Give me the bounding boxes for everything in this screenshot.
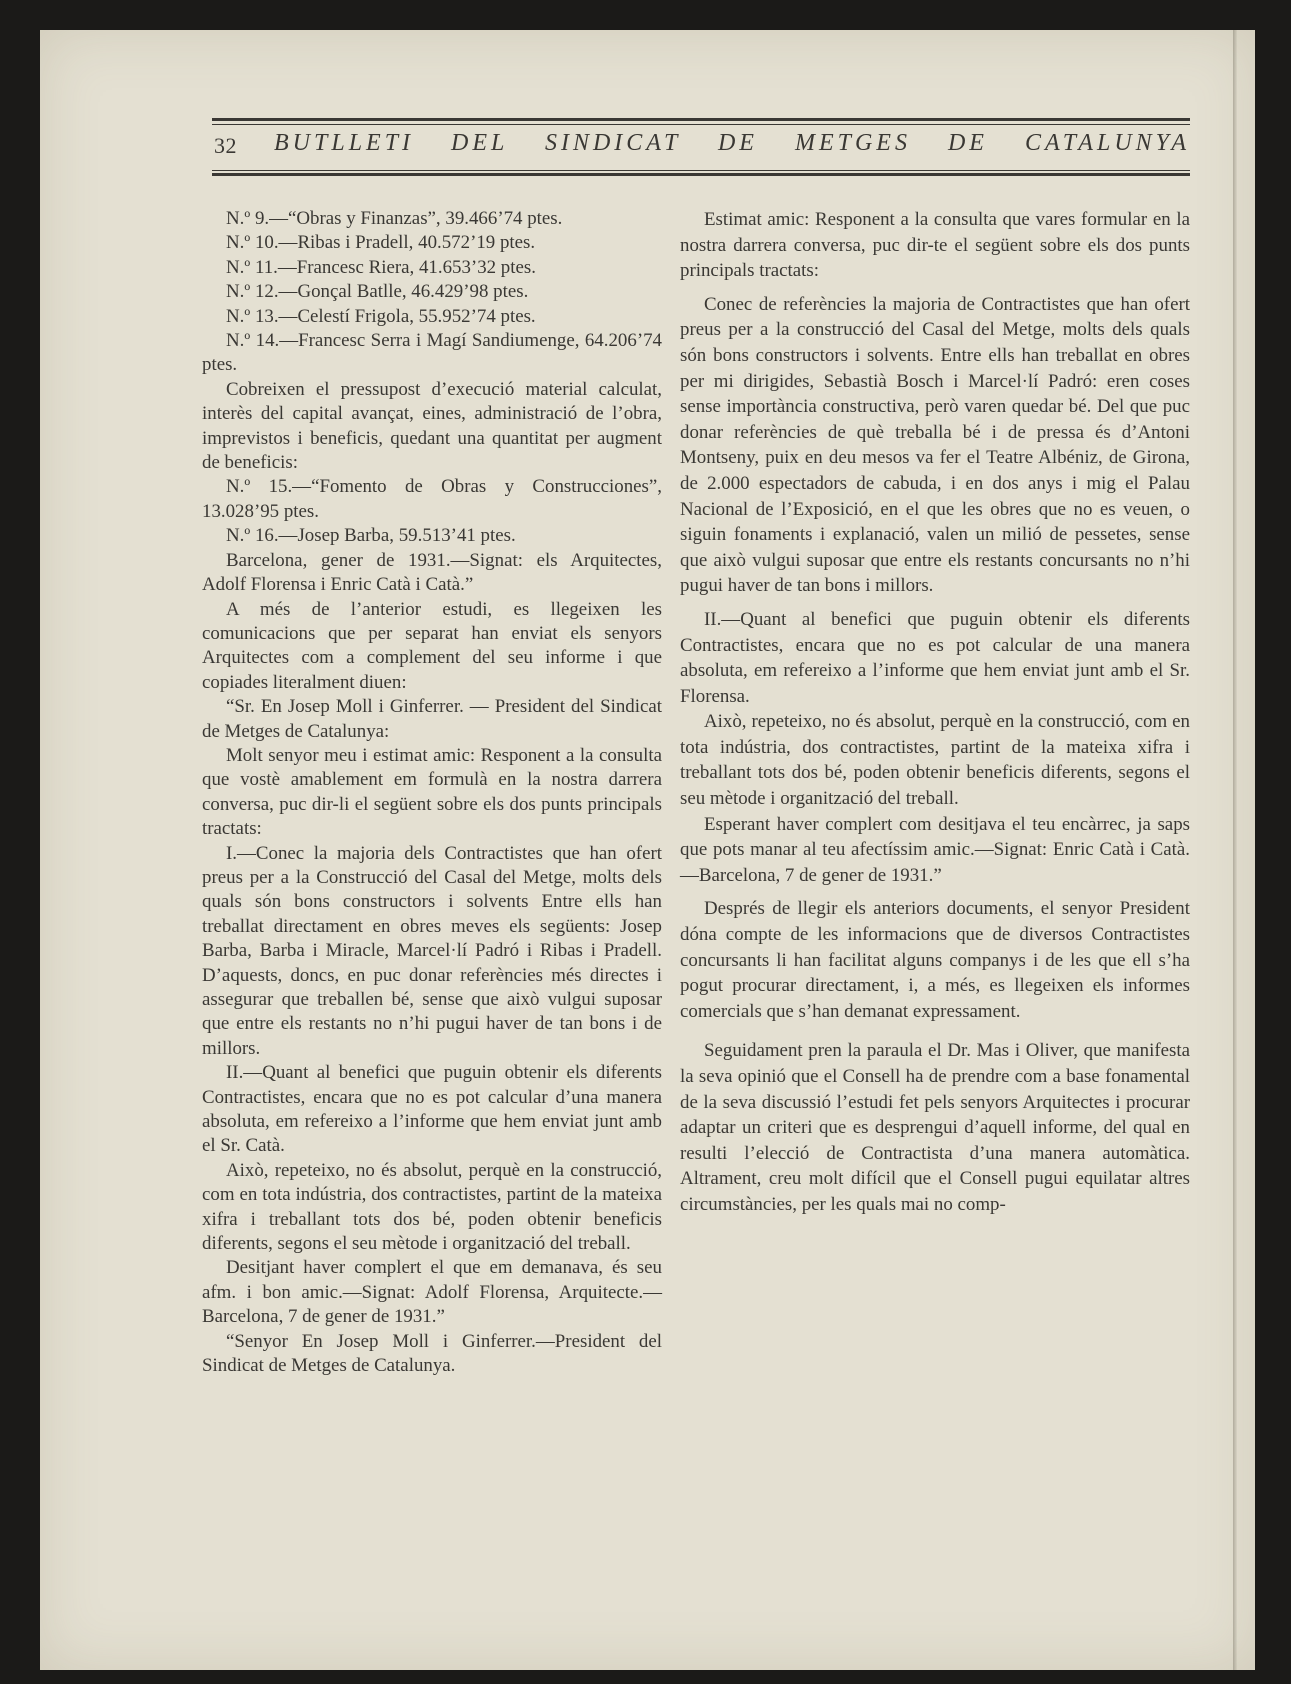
header-rule-bottom-thin xyxy=(212,170,1190,171)
right-paragraph: Esperant haver complert com desitjava el teu encàrrec, ja saps que pots manar al teu afectíssim amic.—Signat: Enric Catà i Catà.—Barcelona, 7 de gener de 1931.” xyxy=(680,813,1190,886)
left-paragraph: Barcelona, gener de 1931.—Signat: els Arquitectes, Adolf Florensa i Enric Catà i Catà.” xyxy=(202,549,662,596)
right-paragraph: Conec de referències la majoria de Contractistes que han ofert preus per a la construcció del Casal del Metge, molts dels quals són bons constructors i solvents. Entre ells han treballat en obres per mi dirigides, Sebastià Bosch i Marcel·lí Padró: eren coses sense importància constructiva, però varen quedar bé. Del que puc donar referències de què treballa bé i de pressa és d’Antoni Montseny, puix en deu mesos va fer el Teatre Albéniz, de Girona, de 2.000 espectadors de cabuda, i en dos anys i mig el Palau Nacional de l’Exposició, en el que les obres que no es veuen, o siguin fonaments i explanació, valen un milió de pessetes, sense que això vulgui suposar que entre els restants concursants no n’hi pugui haver de tan bons i millors. xyxy=(680,293,1190,597)
left-paragraph: N.º 10.—Ribas i Pradell, 40.572’19 ptes. xyxy=(226,232,536,254)
left-paragraph: Desitjant haver complert el que em demanava, és seu afm. i bon amic.—Signat: Adolf Florensa, Arquitecte.—Barcelona, 7 de gener de 1931.” xyxy=(202,1257,662,1328)
left-paragraph: N.º 16.—Josep Barba, 59.513’41 ptes. xyxy=(226,525,516,547)
left-paragraph: N.º 11.—Francesc Riera, 41.653’32 ptes. xyxy=(226,256,536,278)
document-page xyxy=(40,30,1255,1670)
left-paragraph: Això, repeteixo, no és absolut, perquè en la construcció, com en tota indústria, dos contractistes, partint de la mateixa xifra i treballant tots dos bé, poden obtenir beneficis diferents, segons el seu mètode i organització del treball. xyxy=(202,1159,662,1255)
header-rule-top-thick xyxy=(212,118,1190,121)
right-paragraph: Això, repeteixo, no és absolut, perquè en la construcció, com en tota indústria, dos contractistes, partint de la mateixa xifra i treballant tots dos bé, poden obtenir beneficis diferents, segons el seu mètode i organització del treball. xyxy=(680,711,1190,810)
left-paragraph: “Senyor En Josep Moll i Ginferrer.—President del Sindicat de Metges de Catalunya. xyxy=(202,1330,662,1377)
left-paragraph: II.—Quant al benefici que puguin obtenir els diferents Contractistes, encara que no es pot calcular d’una manera absoluta, em refereixo a l’informe que hem enviat junt amb el Sr. Catà. xyxy=(202,1062,662,1157)
header-rule-bottom-thick xyxy=(212,173,1190,176)
journal-title: BUTLLETI DEL SINDICAT DE METGES DE CATALUNYA xyxy=(274,130,1190,156)
right-paragraph: Després de llegir els anteriors documents, el senyor President dóna compte de les informacions que de diversos Contractistes concursants li han facilitat alguns companys i de les que ell s’ha pogut procurar directament, i, a més, es llegeixen els informes comercials que s’han demanat expressament. xyxy=(680,898,1190,1022)
left-paragraph: N.º 12.—Gonçal Batlle, 46.429’98 ptes. xyxy=(226,281,529,303)
left-paragraph: N.º 14.—Francesc Serra i Magí Sandiumenge, 64.206’74 ptes. xyxy=(202,330,662,376)
left-paragraph: Molt senyor meu i estimat amic: Responent a la consulta que vostè amablement em formulà en la nostra darrera conversa, puc dir-li el següent sobre els dos punts principals tractats: xyxy=(202,744,662,840)
left-paragraph: Cobreixen el pressupost d’execució material calculat, interès del capital avançat, eines, administració de l’obra, imprevistos i beneficis, quedant una quantitat per augment de beneficis: xyxy=(202,378,662,474)
right-paragraph: Estimat amic: Responent a la consulta que vares formular en la nostra darrera conversa, puc dir-te el següent sobre els dos punts principals tractats: xyxy=(680,209,1190,282)
left-paragraph: N.º 15.—“Fomento de Obras y Construcciones”, 13.028’95 ptes. xyxy=(202,476,662,522)
page-number: 32 xyxy=(214,133,237,158)
right-column xyxy=(680,207,1190,1218)
left-column xyxy=(202,207,662,1379)
left-paragraph: N.º 13.—Celestí Frigola, 55.952’74 ptes. xyxy=(226,305,536,327)
right-paragraph: II.—Quant al benefici que puguin obtenir els diferents Contractistes, encara que no es pot calcular de una manera absoluta, em refereixo a l’informe que hem enviat junt amb el Sr. Florensa. xyxy=(680,608,1190,707)
left-paragraph: A més de l’anterior estudi, es llegeixen les comunicacions que per separat han enviat els senyors Arquitectes com a complement del seu informe i que copiades literalment diuen: xyxy=(202,598,662,693)
page-fold-shadow xyxy=(1233,30,1237,1670)
running-header xyxy=(212,118,1190,178)
left-paragraph: I.—Conec la majoria dels Contractistes que han ofert preus per a la Construcció del Casal del Metge, molts dels quals són bons constructors i solvents Entre ells han treballat directament en obres meves els següents: Josep Barba, Barba i Miracle, Marcel·lí Padró i Ribas i Pradell. D’aquests, doncs, en puc donar referències més directes i assegurar que treballen bé, sense que això vulgui suposar que entre els restants no n’hi pugui haver de tan bons i de millors. xyxy=(202,842,662,1059)
left-paragraph: N.º 9.—“Obras y Finanzas”, 39.466’74 ptes. xyxy=(226,208,563,229)
right-paragraph: Seguidament pren la paraula el Dr. Mas i Oliver, que manifesta la seva opinió que el Consell ha de prendre com a base fonamental de la seva discussió l’estudi fet pels senyors Arquitectes i procurar adaptar un criteri que es desprengui d’aquell informe, del qual en resulti l’elecció de Contractista d’una manera automàtica. Altrament, creu molt difícil que el Consell pugui equilatar altres circumstàncies, per les quals mai no comp- xyxy=(680,1040,1190,1215)
header-rule-top-thin xyxy=(212,124,1190,125)
left-paragraph: “Sr. En Josep Moll i Ginferrer. — President del Sindicat de Metges de Catalunya: xyxy=(202,696,662,742)
